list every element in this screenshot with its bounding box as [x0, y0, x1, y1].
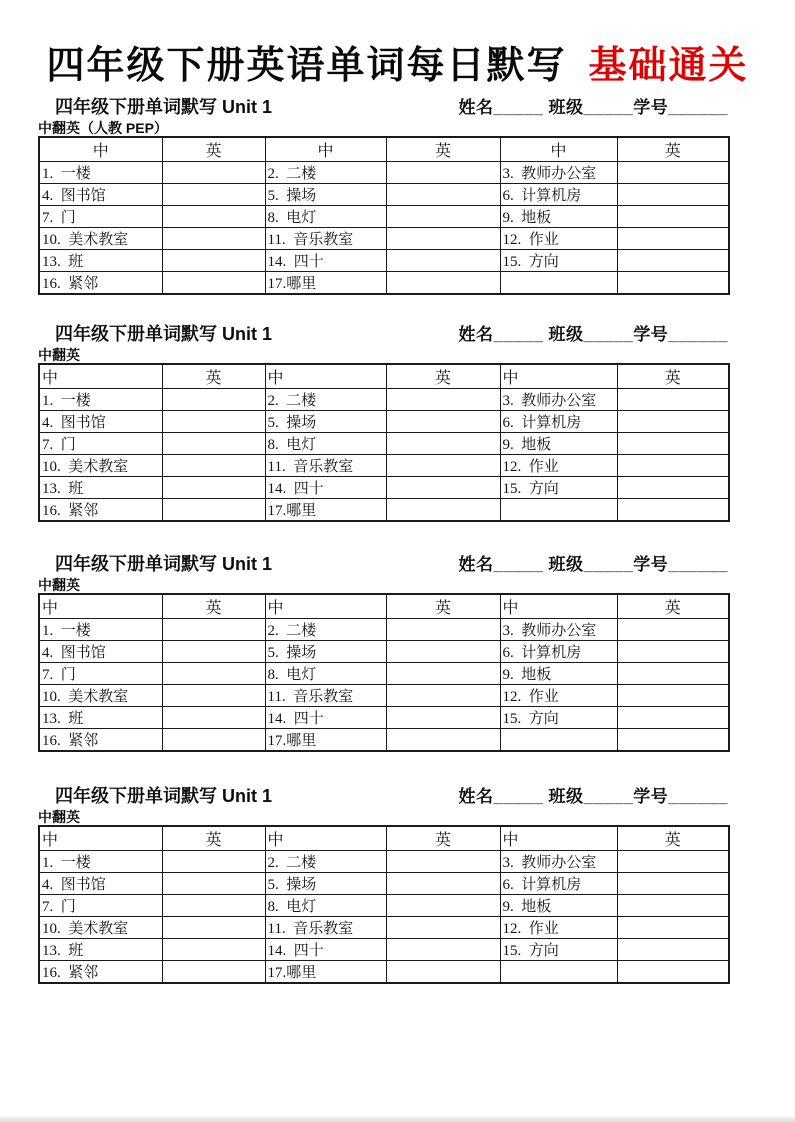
word-row [39, 228, 729, 250]
english-answer-blank [386, 411, 500, 433]
word-row [39, 184, 729, 206]
chinese-word-cell: 2. 二楼 [265, 851, 386, 873]
chinese-word-cell [500, 729, 617, 752]
chinese-word-cell: 6. 计算机房 [500, 411, 617, 433]
english-answer-blank [162, 455, 265, 477]
english-answer-blank [386, 939, 500, 961]
page-title-black: 四年级下册英语单词每日默写 [46, 45, 567, 87]
english-answer-blank [617, 641, 729, 663]
col-header-english: 英 [617, 364, 729, 389]
english-answer-blank [162, 411, 265, 433]
chinese-word-cell: 12. 作业 [500, 917, 617, 939]
chinese-word-cell: 11. 音乐教室 [265, 917, 386, 939]
chinese-word-cell: 17.哪里 [265, 499, 386, 522]
english-answer-blank [386, 707, 500, 729]
chinese-word-cell: 8. 电灯 [265, 663, 386, 685]
chinese-word-cell: 6. 计算机房 [500, 641, 617, 663]
chinese-word-cell: 11. 音乐教室 [265, 455, 386, 477]
col-header-chinese: 中 [500, 594, 617, 619]
chinese-word-cell [500, 272, 617, 295]
word-row [39, 162, 729, 184]
english-answer-blank [617, 851, 729, 873]
english-answer-blank [386, 272, 500, 295]
table-header-row [39, 594, 729, 619]
mode-label: 中翻英 [38, 809, 80, 825]
word-row [39, 389, 729, 411]
english-answer-blank [617, 939, 729, 961]
section-header [38, 93, 728, 117]
chinese-word-cell: 1. 一楼 [39, 851, 162, 873]
english-answer-blank [162, 663, 265, 685]
english-answer-blank [162, 729, 265, 752]
word-dictation-table [38, 825, 730, 984]
section-header [38, 320, 728, 344]
col-header-english: 英 [386, 826, 500, 851]
word-row [39, 641, 729, 663]
chinese-word-cell: 17.哪里 [265, 729, 386, 752]
english-answer-blank [386, 250, 500, 272]
chinese-word-cell: 14. 四十 [265, 707, 386, 729]
english-answer-blank [617, 228, 729, 250]
english-answer-blank [617, 389, 729, 411]
col-header-chinese: 中 [39, 137, 162, 162]
word-row [39, 663, 729, 685]
chinese-word-cell: 1. 一楼 [39, 162, 162, 184]
word-row [39, 685, 729, 707]
word-row [39, 961, 729, 984]
col-header-english: 英 [386, 137, 500, 162]
word-dictation-table [38, 136, 730, 295]
section-header [38, 550, 728, 574]
english-answer-blank [617, 433, 729, 455]
english-answer-blank [162, 272, 265, 295]
word-row [39, 895, 729, 917]
word-row [39, 939, 729, 961]
chinese-word-cell: 7. 门 [39, 433, 162, 455]
english-answer-blank [386, 206, 500, 228]
english-answer-blank [617, 961, 729, 984]
chinese-word-cell: 5. 操场 [265, 184, 386, 206]
dictation-section-3 [38, 550, 728, 752]
english-answer-blank [162, 917, 265, 939]
col-header-chinese: 中 [500, 137, 617, 162]
col-header-english: 英 [162, 826, 265, 851]
english-answer-blank [162, 162, 265, 184]
english-answer-blank [617, 895, 729, 917]
chinese-word-cell: 6. 计算机房 [500, 184, 617, 206]
table-header-row [39, 137, 729, 162]
word-row [39, 707, 729, 729]
col-header-chinese: 中 [39, 364, 162, 389]
english-answer-blank [617, 250, 729, 272]
chinese-word-cell: 10. 美术教室 [39, 917, 162, 939]
english-answer-blank [617, 162, 729, 184]
english-answer-blank [617, 272, 729, 295]
english-answer-blank [162, 641, 265, 663]
english-answer-blank [162, 939, 265, 961]
chinese-word-cell: 7. 门 [39, 663, 162, 685]
col-header-chinese: 中 [265, 826, 386, 851]
chinese-word-cell: 4. 图书馆 [39, 184, 162, 206]
chinese-word-cell: 16. 紧邻 [39, 499, 162, 522]
english-answer-blank [617, 184, 729, 206]
chinese-word-cell: 5. 操场 [265, 641, 386, 663]
english-answer-blank [162, 389, 265, 411]
chinese-word-cell: 8. 电灯 [265, 433, 386, 455]
chinese-word-cell: 15. 方向 [500, 477, 617, 499]
table-header-row [39, 826, 729, 851]
english-answer-blank [386, 477, 500, 499]
student-info-fields: 姓名_____ 班级_____学号______ [458, 555, 728, 574]
chinese-word-cell: 9. 地板 [500, 433, 617, 455]
chinese-word-cell: 13. 班 [39, 707, 162, 729]
col-header-chinese: 中 [265, 594, 386, 619]
english-answer-blank [386, 917, 500, 939]
mode-label: 中翻英（人教 PEP） [38, 120, 168, 136]
english-answer-blank [617, 619, 729, 641]
chinese-word-cell: 3. 教师办公室 [500, 162, 617, 184]
english-answer-blank [162, 433, 265, 455]
word-row [39, 917, 729, 939]
scan-bottom-edge [0, 1115, 795, 1122]
col-header-english: 英 [386, 364, 500, 389]
col-header-english: 英 [162, 137, 265, 162]
chinese-word-cell: 2. 二楼 [265, 162, 386, 184]
chinese-word-cell: 10. 美术教室 [39, 685, 162, 707]
english-answer-blank [162, 184, 265, 206]
english-answer-blank [162, 961, 265, 984]
chinese-word-cell [500, 961, 617, 984]
section-heading: 四年级下册单词默写 Unit 1 [55, 554, 273, 574]
english-answer-blank [617, 455, 729, 477]
english-answer-blank [386, 433, 500, 455]
chinese-word-cell: 16. 紧邻 [39, 272, 162, 295]
chinese-word-cell: 15. 方向 [500, 707, 617, 729]
page-title-red-badge: 基础通关 [588, 45, 749, 87]
english-answer-blank [162, 707, 265, 729]
chinese-word-cell: 13. 班 [39, 939, 162, 961]
word-row [39, 477, 729, 499]
chinese-word-cell: 1. 一楼 [39, 389, 162, 411]
word-row [39, 873, 729, 895]
student-info-fields: 姓名_____ 班级_____学号______ [458, 98, 728, 117]
word-dictation-table [38, 363, 730, 522]
chinese-word-cell: 11. 音乐教室 [265, 228, 386, 250]
student-info-fields: 姓名_____ 班级_____学号______ [458, 787, 728, 806]
chinese-word-cell: 12. 作业 [500, 228, 617, 250]
word-row [39, 729, 729, 752]
english-answer-blank [162, 250, 265, 272]
col-header-chinese: 中 [500, 364, 617, 389]
english-answer-blank [386, 895, 500, 917]
chinese-word-cell: 12. 作业 [500, 685, 617, 707]
chinese-word-cell: 8. 电灯 [265, 206, 386, 228]
english-answer-blank [617, 729, 729, 752]
english-answer-blank [617, 663, 729, 685]
word-row [39, 272, 729, 295]
english-answer-blank [386, 455, 500, 477]
word-row [39, 411, 729, 433]
col-header-english: 英 [162, 364, 265, 389]
chinese-word-cell: 17.哪里 [265, 272, 386, 295]
chinese-word-cell: 9. 地板 [500, 206, 617, 228]
english-answer-blank [617, 499, 729, 522]
dictation-section-1 [38, 93, 728, 295]
chinese-word-cell: 3. 教师办公室 [500, 389, 617, 411]
chinese-word-cell: 16. 紧邻 [39, 729, 162, 752]
section-header [38, 782, 728, 806]
english-answer-blank [386, 729, 500, 752]
chinese-word-cell: 4. 图书馆 [39, 641, 162, 663]
chinese-word-cell: 3. 教师办公室 [500, 851, 617, 873]
chinese-word-cell: 13. 班 [39, 250, 162, 272]
col-header-chinese: 中 [265, 137, 386, 162]
english-answer-blank [162, 685, 265, 707]
english-answer-blank [386, 641, 500, 663]
english-answer-blank [162, 895, 265, 917]
english-answer-blank [617, 873, 729, 895]
chinese-word-cell: 13. 班 [39, 477, 162, 499]
english-answer-blank [386, 851, 500, 873]
chinese-word-cell: 17.哪里 [265, 961, 386, 984]
chinese-word-cell: 16. 紧邻 [39, 961, 162, 984]
english-answer-blank [617, 917, 729, 939]
english-answer-blank [617, 206, 729, 228]
english-answer-blank [162, 619, 265, 641]
table-header-row [39, 364, 729, 389]
chinese-word-cell: 15. 方向 [500, 939, 617, 961]
chinese-word-cell: 5. 操场 [265, 873, 386, 895]
mode-label: 中翻英 [38, 347, 80, 363]
english-answer-blank [162, 499, 265, 522]
chinese-word-cell: 14. 四十 [265, 250, 386, 272]
student-info-fields: 姓名_____ 班级_____学号______ [458, 325, 728, 344]
chinese-word-cell: 4. 图书馆 [39, 411, 162, 433]
english-answer-blank [617, 685, 729, 707]
mode-label: 中翻英 [38, 577, 80, 593]
chinese-word-cell: 7. 门 [39, 895, 162, 917]
dictation-section-2 [38, 320, 728, 522]
chinese-word-cell: 14. 四十 [265, 477, 386, 499]
english-answer-blank [386, 162, 500, 184]
word-row [39, 250, 729, 272]
page-title [0, 34, 795, 89]
chinese-word-cell: 10. 美术教室 [39, 228, 162, 250]
chinese-word-cell: 5. 操场 [265, 411, 386, 433]
word-dictation-table [38, 593, 730, 752]
english-answer-blank [386, 389, 500, 411]
section-heading: 四年级下册单词默写 Unit 1 [55, 324, 273, 344]
chinese-word-cell: 14. 四十 [265, 939, 386, 961]
col-header-english: 英 [386, 594, 500, 619]
word-row [39, 206, 729, 228]
word-row [39, 851, 729, 873]
english-answer-blank [617, 477, 729, 499]
english-answer-blank [386, 499, 500, 522]
english-answer-blank [162, 477, 265, 499]
english-answer-blank [162, 206, 265, 228]
chinese-word-cell: 6. 计算机房 [500, 873, 617, 895]
word-row [39, 455, 729, 477]
col-header-english: 英 [617, 826, 729, 851]
chinese-word-cell: 2. 二楼 [265, 619, 386, 641]
word-row [39, 619, 729, 641]
chinese-word-cell: 9. 地板 [500, 663, 617, 685]
english-answer-blank [386, 228, 500, 250]
chinese-word-cell: 8. 电灯 [265, 895, 386, 917]
chinese-word-cell: 11. 音乐教室 [265, 685, 386, 707]
chinese-word-cell: 2. 二楼 [265, 389, 386, 411]
chinese-word-cell: 15. 方向 [500, 250, 617, 272]
english-answer-blank [162, 873, 265, 895]
col-header-chinese: 中 [500, 826, 617, 851]
english-answer-blank [617, 411, 729, 433]
chinese-word-cell: 12. 作业 [500, 455, 617, 477]
chinese-word-cell: 1. 一楼 [39, 619, 162, 641]
english-answer-blank [617, 707, 729, 729]
section-heading: 四年级下册单词默写 Unit 1 [55, 786, 273, 806]
col-header-english: 英 [162, 594, 265, 619]
col-header-chinese: 中 [39, 594, 162, 619]
word-row [39, 499, 729, 522]
english-answer-blank [386, 184, 500, 206]
col-header-chinese: 中 [39, 826, 162, 851]
section-heading: 四年级下册单词默写 Unit 1 [55, 97, 273, 117]
chinese-word-cell: 10. 美术教室 [39, 455, 162, 477]
dictation-section-4 [38, 782, 728, 984]
english-answer-blank [162, 851, 265, 873]
chinese-word-cell: 7. 门 [39, 206, 162, 228]
chinese-word-cell: 3. 教师办公室 [500, 619, 617, 641]
word-row [39, 433, 729, 455]
english-answer-blank [386, 873, 500, 895]
col-header-english: 英 [617, 594, 729, 619]
english-answer-blank [386, 961, 500, 984]
col-header-english: 英 [617, 137, 729, 162]
chinese-word-cell: 4. 图书馆 [39, 873, 162, 895]
english-answer-blank [386, 663, 500, 685]
col-header-chinese: 中 [265, 364, 386, 389]
english-answer-blank [386, 685, 500, 707]
english-answer-blank [162, 228, 265, 250]
chinese-word-cell [500, 499, 617, 522]
english-answer-blank [386, 619, 500, 641]
chinese-word-cell: 9. 地板 [500, 895, 617, 917]
